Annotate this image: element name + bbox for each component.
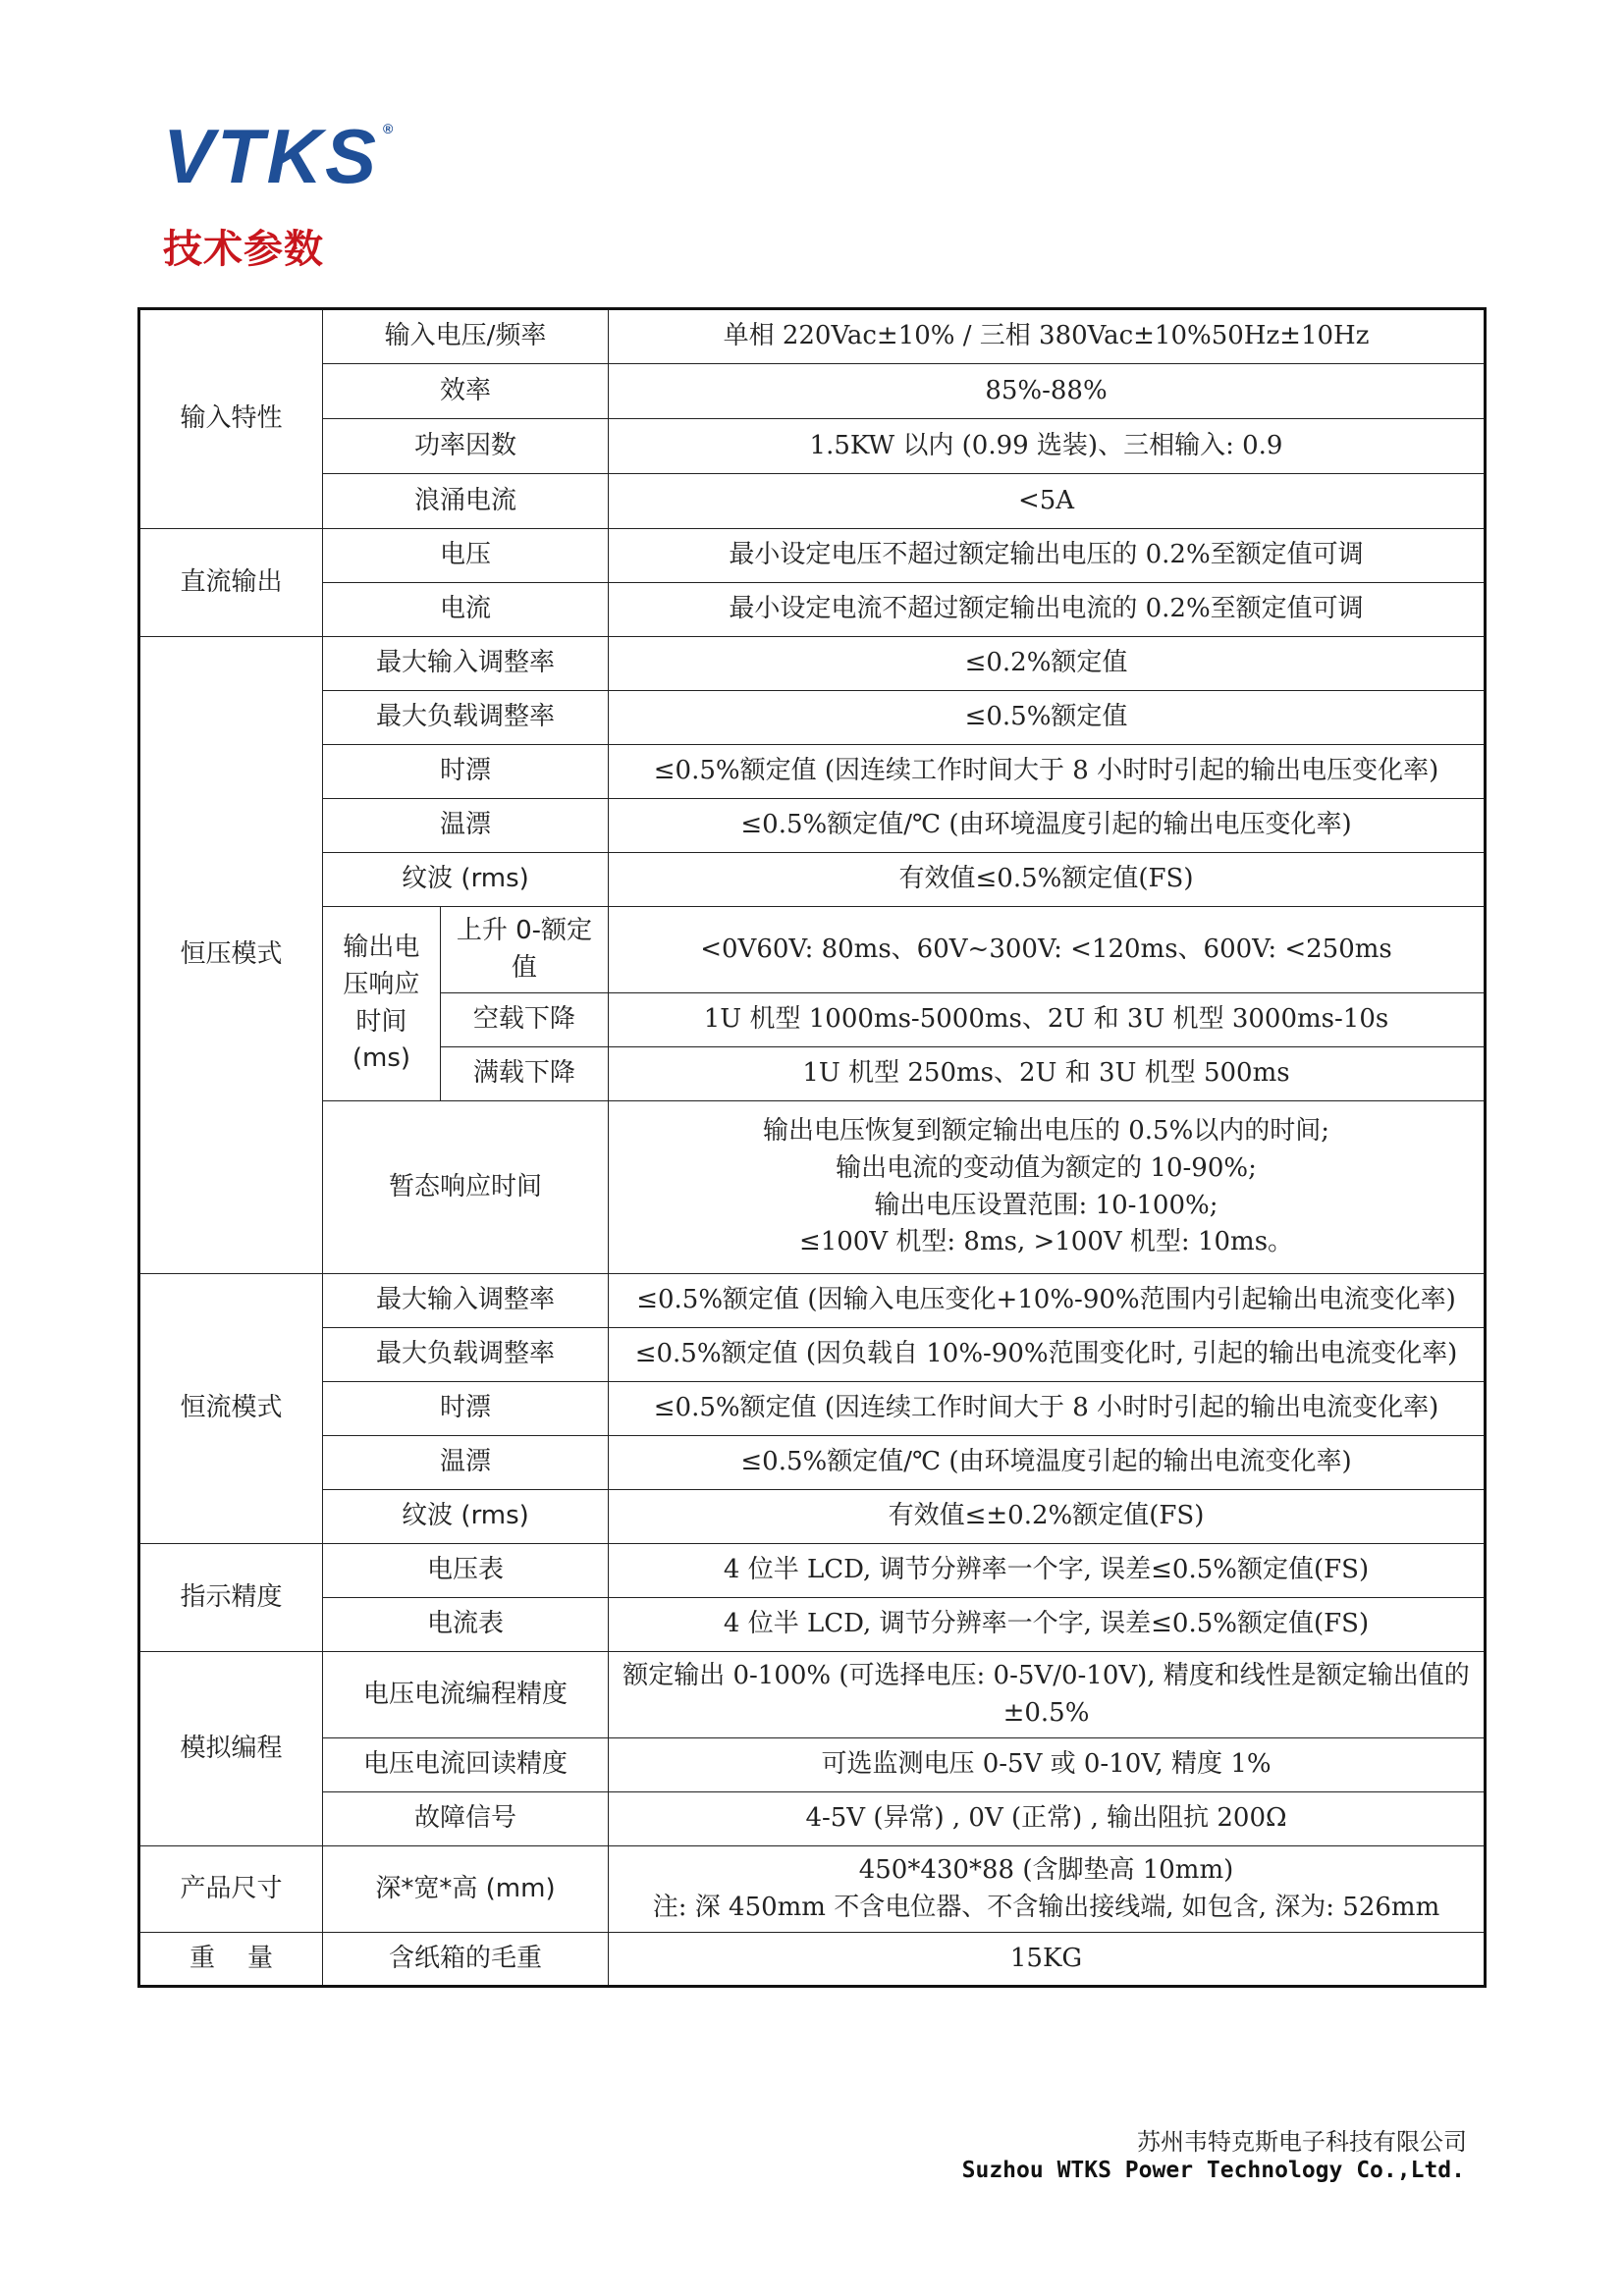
param-cell: 电压: [323, 529, 609, 583]
table-row: [139, 1933, 1486, 1987]
param-cell: 浪涌电流: [323, 474, 609, 529]
value-cell: ≤0.5%额定值 (因负载自 10%-90%范围变化时, 引起的输出电流变化率): [609, 1328, 1486, 1382]
param-cell: 深*宽*高 (mm): [323, 1846, 609, 1933]
table-row: [139, 745, 1486, 799]
category-input: 输入特性: [139, 309, 323, 529]
category-cc-mode: 恒流模式: [139, 1274, 323, 1544]
value-cell: 4-5V (异常) , 0V (正常) , 输出阻抗 200Ω: [609, 1792, 1486, 1846]
param-cell: 含纸箱的毛重: [323, 1933, 609, 1987]
table-row: [139, 1328, 1486, 1382]
table-row: [139, 1598, 1486, 1652]
value-cell: 可选监测电压 0-5V 或 0-10V, 精度 1%: [609, 1738, 1486, 1792]
value-cell: 4 位半 LCD, 调节分辨率一个字, 误差≤0.5%额定值(FS): [609, 1598, 1486, 1652]
param-cell: 最大负载调整率: [323, 1328, 609, 1382]
category-weight: 重 量: [139, 1933, 323, 1987]
value-cell: ≤0.2%额定值: [609, 637, 1486, 691]
value-line: 输出电流的变动值为额定的 10-90%;: [836, 1152, 1257, 1183]
table-row: [139, 1544, 1486, 1598]
param-cell: 电压电流编程精度: [323, 1652, 609, 1738]
param-cell: 温漂: [323, 799, 609, 853]
param-cell: 输入电压/频率: [323, 309, 609, 364]
param-cell: 温漂: [323, 1436, 609, 1490]
value-cell: 1U 机型 250ms、2U 和 3U 机型 500ms: [609, 1047, 1486, 1101]
size-value-cell: [609, 1846, 1486, 1933]
param-cell: 纹波 (rms): [323, 1490, 609, 1544]
param-cell: 上升 0-额定值: [440, 907, 608, 993]
param-cell: 电流表: [323, 1598, 609, 1652]
value-cell: 最小设定电压不超过额定输出电压的 0.2%至额定值可调: [609, 529, 1486, 583]
category-display: 指示精度: [139, 1544, 323, 1652]
value-cell: ≤0.5%额定值: [609, 691, 1486, 745]
value-line: 输出电压设置范围: 10-100%;: [874, 1190, 1218, 1220]
response-time-label: 输出电压响应时间(ms): [323, 907, 441, 1101]
param-cell: 效率: [323, 364, 609, 419]
category-analog: 模拟编程: [139, 1652, 323, 1846]
value-line: 输出电压恢复到额定输出电压的 0.5%以内的时间;: [762, 1116, 1330, 1147]
table-row: [139, 474, 1486, 529]
table-row: [139, 637, 1486, 691]
value-cell: 额定输出 0-100% (可选择电压: 0-5V/0-10V), 精度和线性是额定输出值的±0.5%: [609, 1652, 1486, 1738]
page-title: 技术参数: [163, 227, 324, 272]
value-cell: 有效值≤0.5%额定值(FS): [609, 853, 1486, 907]
category-dc-output: 直流输出: [139, 529, 323, 637]
value-line: ≤100V 机型: 8ms, >100V 机型: 10ms。: [798, 1227, 1294, 1257]
table-row: [139, 799, 1486, 853]
category-size: 产品尺寸: [139, 1846, 323, 1933]
table-row: [139, 1436, 1486, 1490]
table-row: [139, 1652, 1486, 1738]
table-row: [139, 907, 1486, 993]
table-row: [139, 419, 1486, 474]
param-cell: 电压表: [323, 1544, 609, 1598]
transient-value-cell: [609, 1101, 1486, 1274]
value-cell: 单相 220Vac±10% / 三相 380Vac±10%50Hz±10Hz: [609, 309, 1486, 364]
table-row: [139, 1490, 1486, 1544]
footer-company-cn: 苏州韦特克斯电子科技有限公司: [1137, 2128, 1467, 2156]
table-row: [139, 1846, 1486, 1933]
value-cell: 15KG: [609, 1933, 1486, 1987]
value-cell: 1U 机型 1000ms-5000ms、2U 和 3U 机型 3000ms-10s: [609, 993, 1486, 1047]
param-cell: 空载下降: [440, 993, 608, 1047]
table-row: [139, 1382, 1486, 1436]
value-cell: ≤0.5%额定值/℃ (由环境温度引起的输出电压变化率): [609, 799, 1486, 853]
param-cell: 时漂: [323, 745, 609, 799]
company-logo: [163, 113, 397, 199]
param-cell: 功率因数: [323, 419, 609, 474]
value-line: 450*430*88 (含脚垫高 10mm): [858, 1854, 1234, 1885]
param-cell: 满载下降: [440, 1047, 608, 1101]
value-cell: 有效值≤±0.2%额定值(FS): [609, 1490, 1486, 1544]
logo-text: VTKS: [163, 113, 380, 199]
value-cell: 4 位半 LCD, 调节分辨率一个字, 误差≤0.5%额定值(FS): [609, 1544, 1486, 1598]
table-row: [139, 583, 1486, 637]
value-cell: ≤0.5%额定值 (因连续工作时间大于 8 小时时引起的输出电流变化率): [609, 1382, 1486, 1436]
value-cell: ≤0.5%额定值 (因连续工作时间大于 8 小时时引起的输出电压变化率): [609, 745, 1486, 799]
table-row: [139, 1274, 1486, 1328]
category-cv-mode: 恒压模式: [139, 637, 323, 1274]
param-cell: 最大输入调整率: [323, 637, 609, 691]
param-cell: 故障信号: [323, 1792, 609, 1846]
table-row: [139, 853, 1486, 907]
table-row: [139, 1101, 1486, 1274]
value-cell: <5A: [609, 474, 1486, 529]
table-row: [139, 1738, 1486, 1792]
param-cell: 最大输入调整率: [323, 1274, 609, 1328]
param-cell: 最大负载调整率: [323, 691, 609, 745]
value-cell: 1.5KW 以内 (0.99 选装)、三相输入: 0.9: [609, 419, 1486, 474]
value-cell: ≤0.5%额定值 (因输入电压变化+10%-90%范围内引起输出电流变化率): [609, 1274, 1486, 1328]
table-row: [139, 364, 1486, 419]
registered-mark: ®: [383, 121, 397, 136]
spec-table: [137, 307, 1487, 1988]
table-row: [139, 309, 1486, 364]
value-line: 注: 深 450mm 不含电位器、不含输出接线端, 如包含, 深为: 526mm: [652, 1892, 1440, 1922]
param-cell: 时漂: [323, 1382, 609, 1436]
table-row: [139, 1792, 1486, 1846]
value-cell: ≤0.5%额定值/℃ (由环境温度引起的输出电流变化率): [609, 1436, 1486, 1490]
table-row: [139, 691, 1486, 745]
param-cell: 纹波 (rms): [323, 853, 609, 907]
value-cell: 最小设定电流不超过额定输出电流的 0.2%至额定值可调: [609, 583, 1486, 637]
footer-company-en: Suzhou WTKS Power Technology Co.,Ltd.: [961, 2158, 1465, 2183]
param-cell: 暂态响应时间: [323, 1101, 609, 1274]
table-row: [139, 529, 1486, 583]
param-cell: 电压电流回读精度: [323, 1738, 609, 1792]
param-cell: 电流: [323, 583, 609, 637]
value-cell: 85%-88%: [609, 364, 1486, 419]
value-cell: <0V60V: 80ms、60V~300V: <120ms、600V: <250ms: [609, 907, 1486, 993]
